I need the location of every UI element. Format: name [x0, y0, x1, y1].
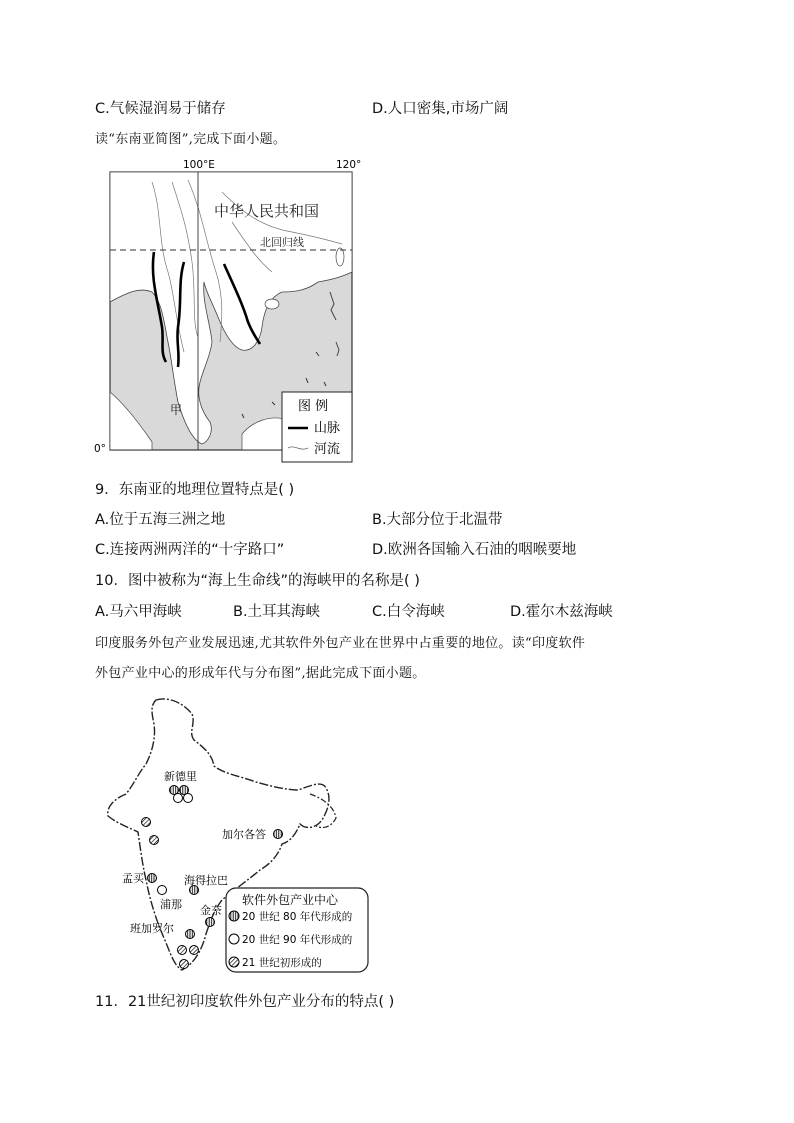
- city-21c-marker: [142, 818, 151, 827]
- city-21c-marker-3: [178, 946, 187, 955]
- q10-option-d: D.霍尔木兹海峡: [510, 604, 613, 620]
- label-100e: 100°E: [183, 159, 215, 171]
- intro-india-line2: 外包产业中心的形成年代与分布图”,据此完成下面小题。: [95, 666, 426, 681]
- legend-river: 河流: [314, 442, 341, 457]
- q8-option-c: C.气候湿润易于储存: [95, 101, 226, 117]
- label-120: 120°: [336, 159, 362, 171]
- legend-mountain: 山脉: [314, 421, 341, 436]
- q9-option-c: C.连接两洲两洋的“十字路口”: [95, 542, 285, 558]
- label-strait-jia: 甲: [170, 403, 183, 417]
- intro-india-line1: 印度服务外包产业发展迅速,尤其软件外包产业在世界中占重要的地位。读“印度软件: [95, 636, 586, 651]
- label-china: 中华人民共和国: [214, 202, 320, 220]
- q9-option-b: B.大部分位于北温带: [372, 512, 503, 528]
- legend-90s-symbol: [229, 934, 239, 944]
- q10-option-c: C.白令海峡: [372, 604, 445, 620]
- q9-option-d: D.欧洲各国输入石油的咽喉要地: [372, 542, 577, 558]
- label-hyderabad: 海得拉巴: [184, 874, 228, 887]
- city-21c-marker-4: [190, 946, 199, 955]
- city-21c-marker-2: [150, 836, 159, 845]
- legend-80s-symbol: [229, 911, 239, 921]
- southeast-asia-map: [92, 152, 367, 467]
- legend-title: 图 例: [298, 399, 329, 414]
- city-90s-marker-2: [184, 794, 193, 803]
- q9-stem: 9．东南亚的地理位置特点是( ): [95, 482, 295, 498]
- q10-stem: 10．图中被称为“海上生命线”的海峡甲的名称是( ): [95, 573, 420, 589]
- legend-21c-symbol: [229, 957, 239, 967]
- label-mumbai: 孟买: [122, 872, 144, 885]
- label-bangalore: 班加罗尔: [130, 922, 174, 935]
- q9-option-a: A.位于五海三洲之地: [95, 512, 226, 528]
- bangalore-marker: [186, 930, 195, 939]
- legend-80s: 20 世纪 80 年代形成的: [242, 911, 353, 923]
- chennai-marker: [206, 918, 215, 927]
- mumbai-marker: [148, 874, 157, 883]
- kolkata-marker: [274, 830, 283, 839]
- q8-option-d: D.人口密集,市场广阔: [372, 101, 509, 117]
- pune-marker: [158, 886, 167, 895]
- q10-option-a: A.马六甲海峡: [95, 604, 182, 620]
- label-pune: 浦那: [160, 898, 182, 911]
- legend-90s: 20 世纪 90 年代形成的: [242, 934, 353, 946]
- intro-southeast-asia: 读“东南亚简图”,完成下面小题。: [95, 132, 287, 147]
- label-chennai: 金奈: [200, 904, 222, 917]
- q11-stem: 11．21世纪初印度软件外包产业分布的特点( ): [95, 994, 395, 1010]
- india-software-map: [100, 694, 375, 979]
- label-equator: 0°: [94, 443, 106, 455]
- legend2-title: 软件外包产业中心: [242, 893, 339, 907]
- city-21c-marker-5: [180, 960, 189, 969]
- q10-option-b: B.土耳其海峡: [233, 604, 321, 620]
- label-tropic: 北回归线: [260, 236, 304, 249]
- label-kolkata: 加尔各答: [222, 828, 266, 841]
- legend-21c: 21 世纪初形成的: [242, 957, 322, 969]
- city-90s-marker: [174, 794, 183, 803]
- label-delhi: 新德里: [164, 770, 197, 783]
